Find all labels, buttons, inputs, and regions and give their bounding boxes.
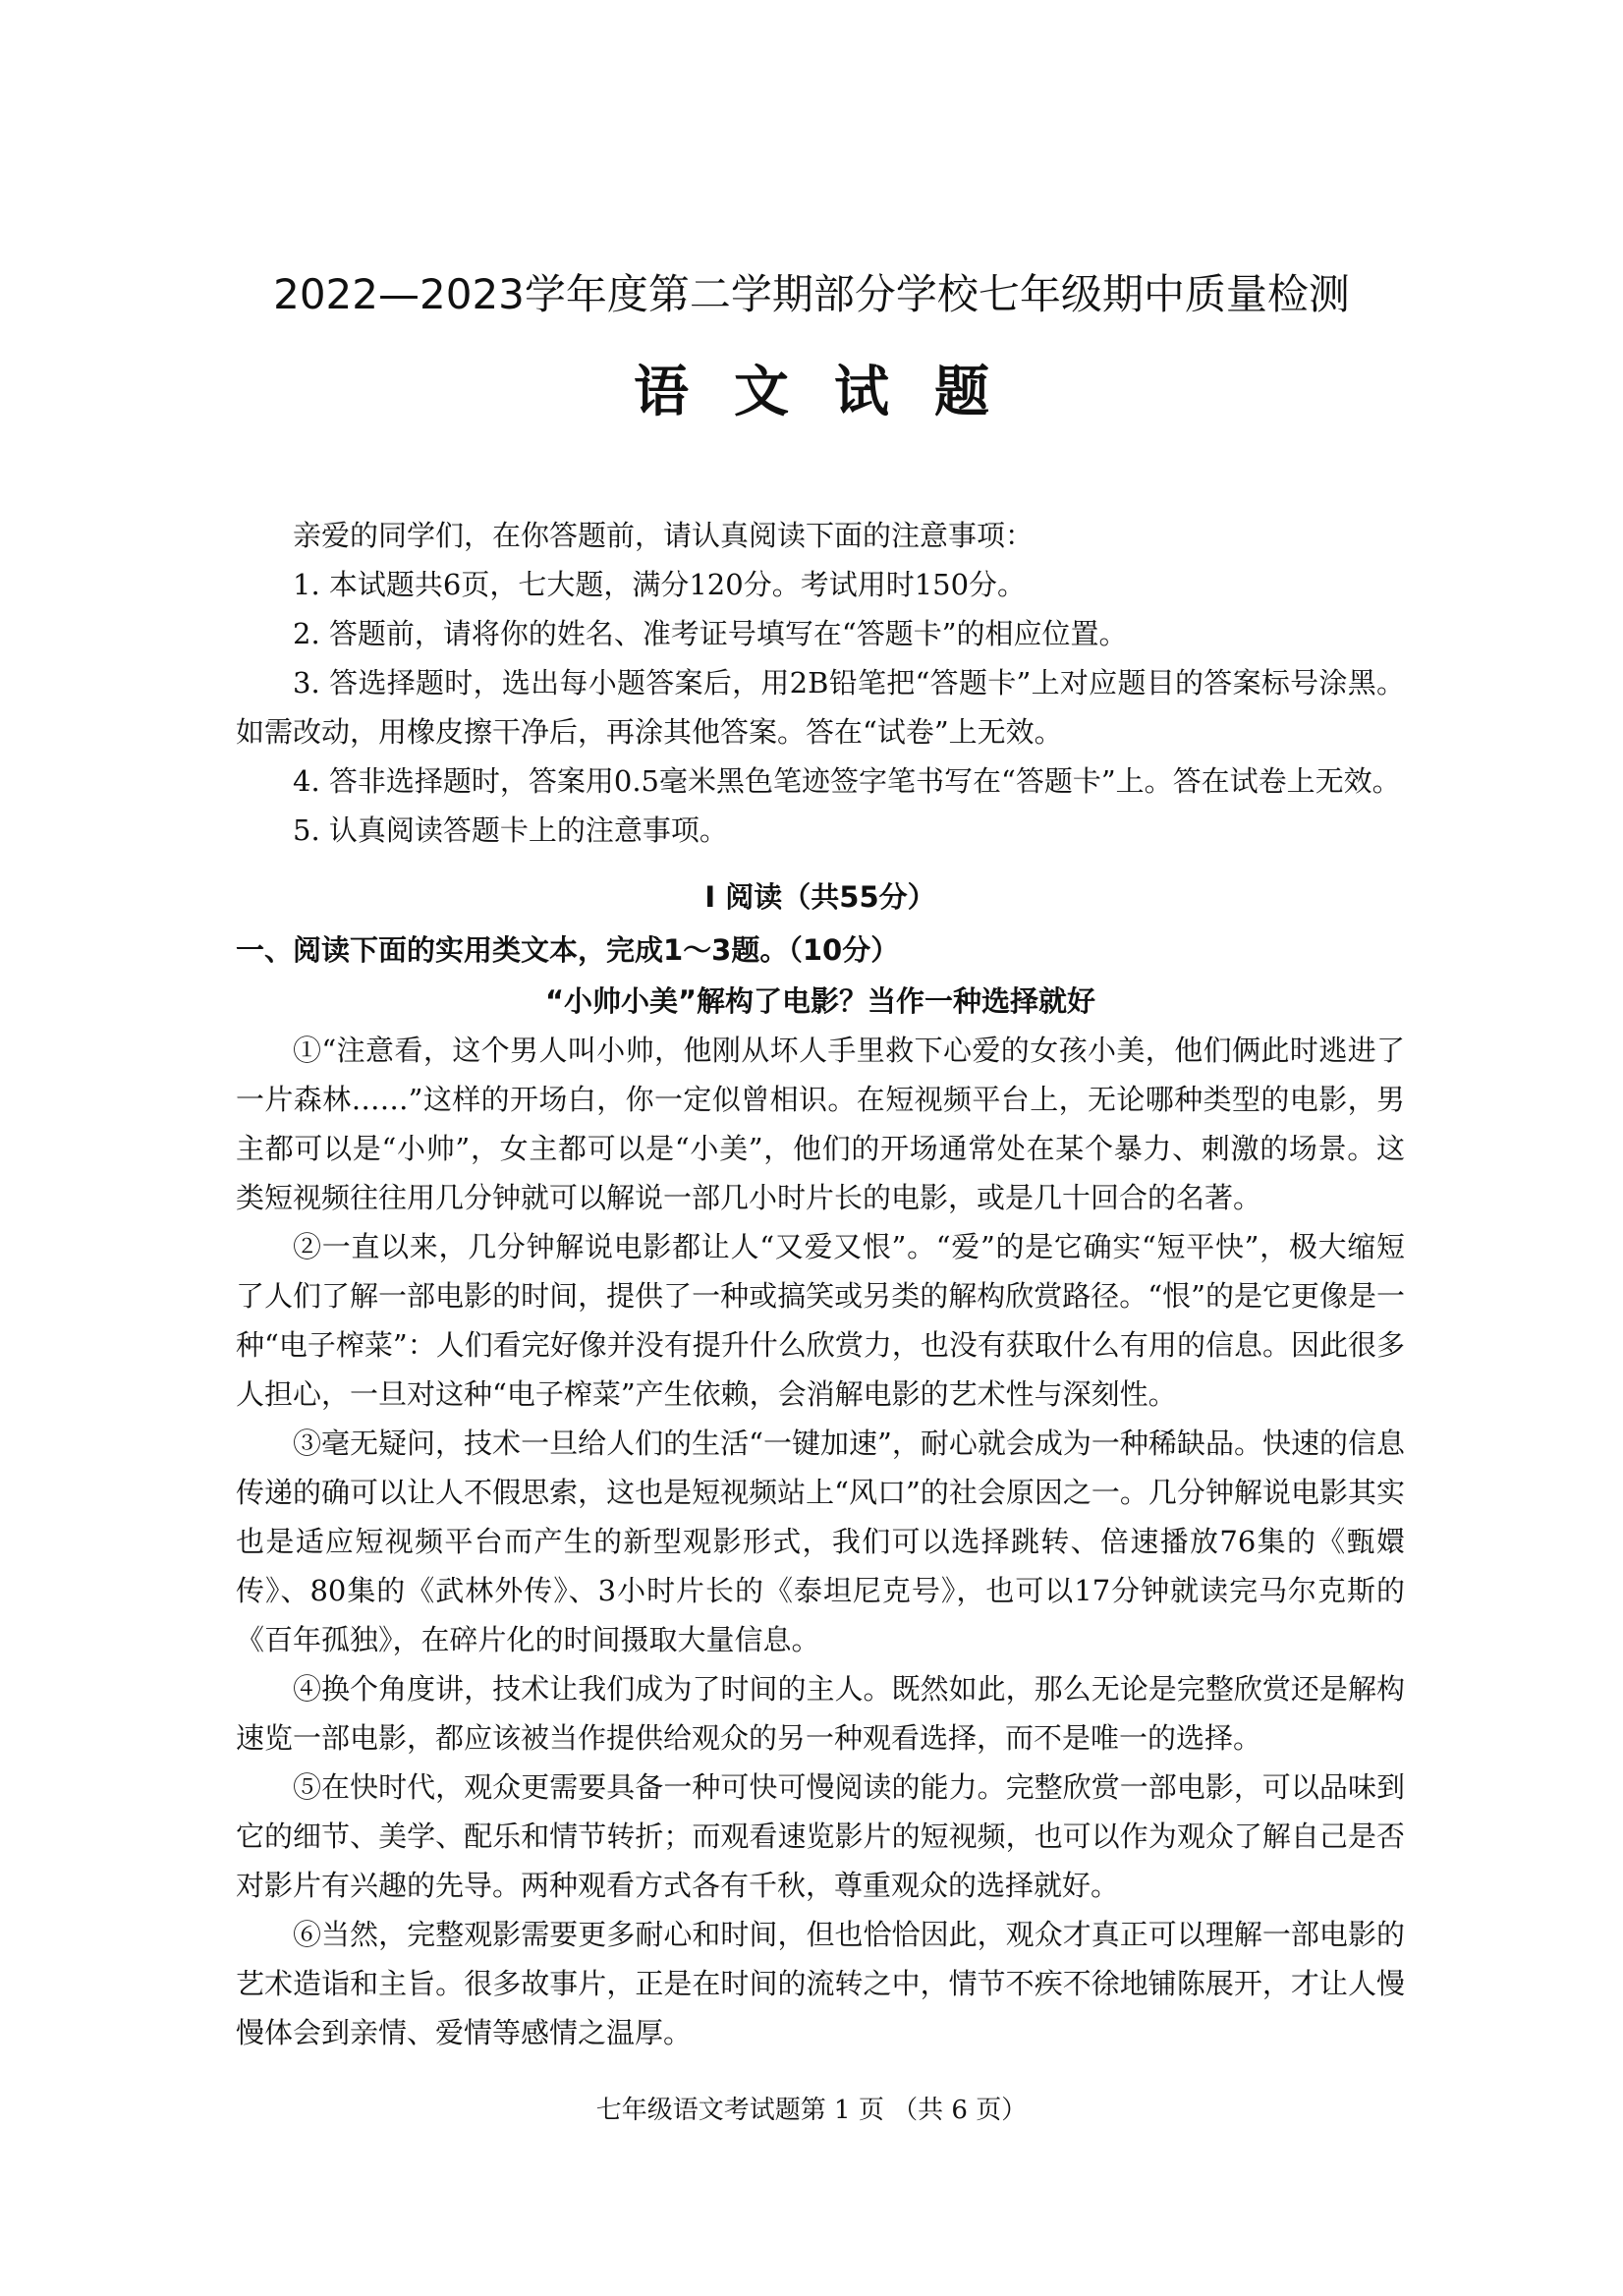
- exam-title: 2022—2023学年度第二学期部分学校七年级期中质量检测: [273, 270, 1350, 318]
- exam-body: [236, 511, 1405, 2057]
- article-body: [236, 1026, 1405, 2057]
- exam-header: [0, 265, 1623, 432]
- article-title: “小帅小美”解构了电影？当作一种选择就好: [544, 984, 1096, 1018]
- article-paragraph: ②一直以来，几分钟解说电影都让人“又爱又恨”。“爱”的是它确实“短平快”，极大缩短了人们了解一部电影的时间，提供了一种或搞笑或另类的解构欣赏路径。“恨”的是它更像是一种“电子榨菜”：人们看完好像并没有提升什么欣赏力，也没有获取什么有用的信息。因此很多人担心，一旦对这种“电子榨菜”产生依赖，会消解电影的艺术性与深刻性。: [236, 1230, 1405, 1411]
- notice-block: [236, 511, 1405, 855]
- article-paragraph: ①“注意看，这个男人叫小帅，他刚从坏人手里救下心爱的女孩小美，他们俩此时逃进了一片森林……”这样的开场白，你一定似曾相识。在短视频平台上，无论哪种类型的电影，男主都可以是“小帅”，女主都可以是“小美”，他们的开场通常处在某个暴力、刺激的场景。这类短视频往往用几分钟就可以解说一部几小时片长的电影，或是几十回合的名著。: [236, 1034, 1405, 1214]
- notice-item: 5. 认真阅读答题卡上的注意事项。: [293, 813, 728, 847]
- article-paragraph: ⑤在快时代，观众更需要具备一种可快可慢阅读的能力。完整欣赏一部电影，可以品味到它的细节、美学、配乐和情节转折；而观看速览影片的短视频，也可以作为观众了解自己是否对影片有兴趣的先导。两种观看方式各有千秋，尊重观众的选择就好。: [236, 1770, 1405, 1902]
- article-paragraph: ⑥当然，完整观影需要更多耐心和时间，但也恰恰因此，观众才真正可以理解一部电影的艺术造诣和主旨。很多故事片，正是在时间的流转之中，情节不疾不徐地铺陈展开，才让人慢慢体会到亲情、爱情等感情之温厚。: [236, 1918, 1405, 2049]
- subject-title: 语文试题: [634, 361, 1035, 424]
- notice-item: 2. 答题前，请将你的姓名、准考证号填写在“答题卡”的相应位置。: [293, 617, 1128, 650]
- notice-intro: 亲爱的同学们，在你答题前，请认真阅读下面的注意事项：: [293, 519, 1035, 552]
- notice-item: 1. 本试题共6页，七大题，满分120分。考试用时150分。: [293, 568, 1027, 601]
- article-paragraph: ③毫无疑问，技术一旦给人们的生活“一键加速”，耐心就会成为一种稀缺品。快速的信息传递的确可以让人不假思索，这也是短视频站上“风口”的社会原因之一。几分钟解说电影其实也是适应短视频平台而产生的新型观影形式，我们可以选择跳转、倍速播放76集的《甄嬛传》、80集的《武林外传》、3小时片长的《泰坦尼克号》，也可以17分钟就读完马尔克斯的《百年孤独》，在碎片化的时间摄取大量信息。: [236, 1427, 1405, 1656]
- article-paragraph: ④换个角度讲，技术让我们成为了时间的主人。既然如此，那么无论是完整欣赏还是解构速览一部电影，都应该被当作提供给观众的另一种观看选择，而不是唯一的选择。: [236, 1672, 1405, 1755]
- section-heading: Ⅰ 阅读（共55分）: [704, 880, 936, 914]
- notice-item: 4. 答非选择题时，答案用0.5毫米黑色笔迹签字笔书写在“答题卡”上。答在试卷上无效。: [293, 764, 1401, 798]
- page-footer: 七年级语文考试题第 1 页 （共 6 页）: [595, 2096, 1028, 2125]
- question-heading: 一、阅读下面的实用类文本，完成1～3题。（10分）: [236, 933, 900, 967]
- notice-item: 3. 答选择题时，选出每小题答案后，用2B铅笔把“答题卡”上对应题目的答案标号涂黑。如需改动，用橡皮擦干净后，再涂其他答案。答在“试卷”上无效。: [236, 666, 1405, 749]
